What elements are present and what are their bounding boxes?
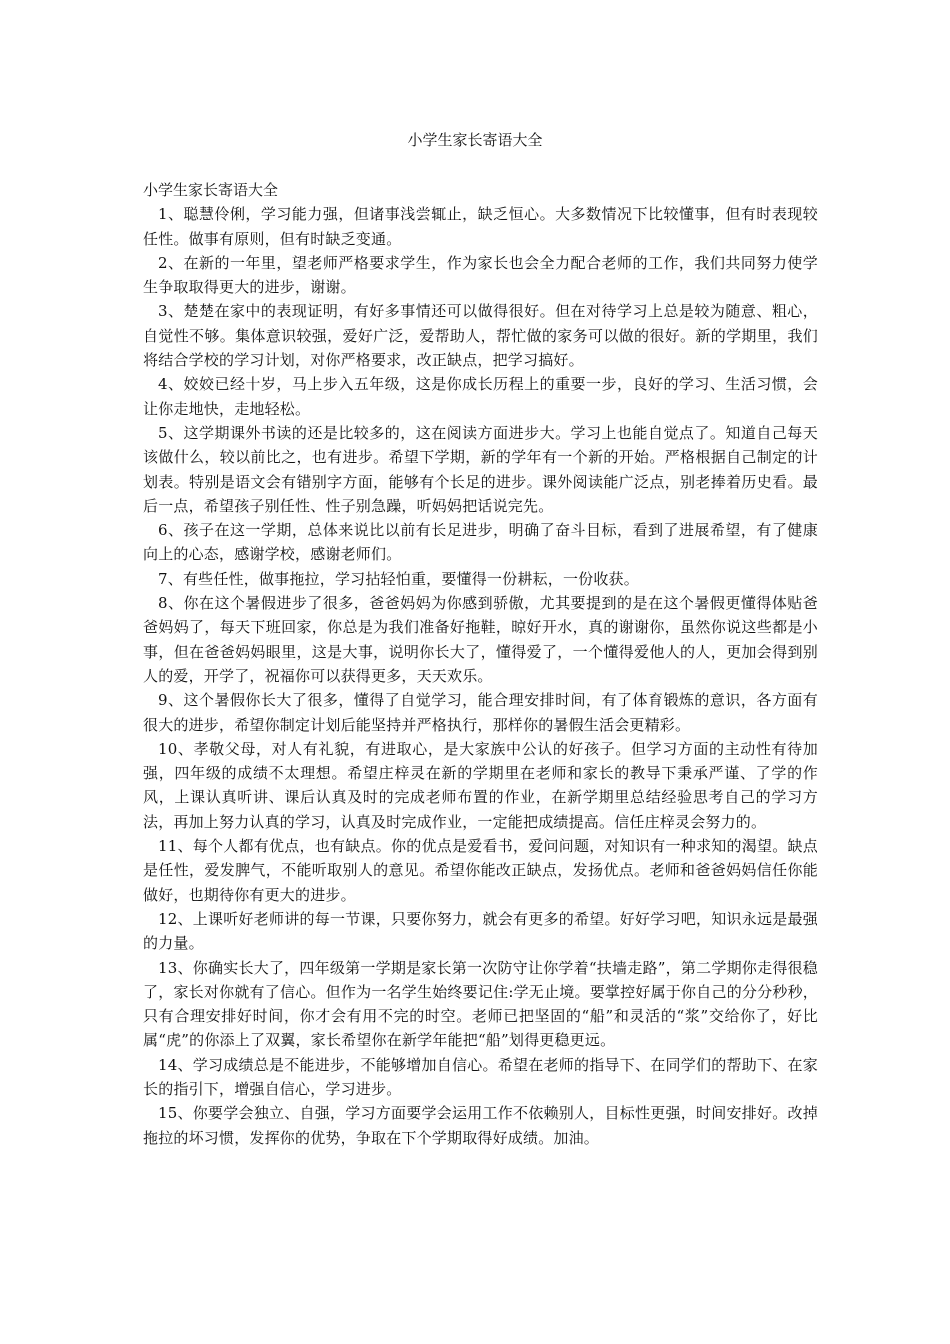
paragraph-12: 12、上课听好老师讲的每一节课，只要你努力，就会有更多的希望。好好学习吧，知识永远是最强的力量。 bbox=[143, 909, 818, 953]
paragraph-4: 4、姣姣已经十岁，马上步入五年级，这是你成长历程上的重要一步，良好的学习、生活习惯，会让你走地快，走地轻松。 bbox=[143, 375, 818, 418]
paragraph-15: 15、你要学会独立、自强，学习方面要学会运用工作不依赖别人，目标性更强，时间安排好。改掉拖拉的坏习惯，发挥你的优势，争取在下个学期取得好成绩。加油。 bbox=[143, 1104, 818, 1147]
document-body bbox=[143, 178, 818, 1150]
document-title: 小学生家长寄语大全 bbox=[407, 131, 543, 149]
document-subtitle: 小学生家长寄语大全 bbox=[143, 181, 279, 199]
paragraph-10: 10、孝敬父母，对人有礼貌，有进取心，是大家族中公认的好孩子。但学习方面的主动性有待加强，四年级的成绩不太理想。希望庄梓灵在新的学期里在老师和家长的教导下秉承严谨、了学的作风，上课认真听讲、课后认真及时的完成老师布置的作业，在新学期里总结经验思考自己的学习方法，再加上努力认真的学习，认真及时完成作业，一定能把成绩提高。信任庄梓灵会努力的。 bbox=[143, 739, 818, 831]
paragraph-14: 14、学习成绩总是不能进步，不能够增加自信心。希望在老师的指导下、在同学们的帮助下、在家长的指引下，增强自信心，学习进步。 bbox=[143, 1055, 818, 1098]
paragraph-8: 8、你在这个暑假进步了很多，爸爸妈妈为你感到骄傲，尤其要提到的是在这个暑假更懂得体贴爸爸妈妈了，每天下班回家，你总是为我们准备好拖鞋，晾好开水，真的谢谢你，虽然你说这些都是小事，但在爸爸妈妈眼里，这是大事，说明你长大了，懂得爱了，一个懂得爱他人的人，更加会得到别人的爱，开学了，祝福你可以获得更多，天天欢乐。 bbox=[143, 594, 818, 685]
paragraph-9: 9、这个暑假你长大了很多，懂得了自觉学习，能合理安排时间，有了体育锻炼的意识，各方面有很大的进步，希望你制定计划后能坚持并严格执行，那样你的暑假生活会更精彩。 bbox=[143, 691, 818, 734]
paragraph-13: 13、你确实长大了，四年级第一学期是家长第一次防守让你学着“扶墙走路”，第二学期你走得很稳了，家长对你就有了信心。但作为一名学生始终要记住:学无止境。要掌控好属于你自己的分分秒秒，只有合理安排好时间，你才会有用不完的时空。老师已把坚固的“船”和灵活的“浆”交给你了，好比属“虎”的你添上了双翼，家长希望你在新学年能把“船”划得更稳更远。 bbox=[143, 958, 818, 1050]
paragraph-6: 6、孩子在这一学期，总体来说比以前有长足进步，明确了奋斗目标，看到了进展希望，有了健康向上的心态，感谢学校，感谢老师们。 bbox=[143, 521, 818, 564]
paragraph-1: 1、聪慧伶俐，学习能力强，但诸事浅尝辄止，缺乏恒心。大多数情况下比较懂事，但有时表现较任性。做事有原则，但有时缺乏变通。 bbox=[143, 205, 818, 248]
paragraph-5: 5、这学期课外书读的还是比较多的，这在阅读方面进步大。学习上也能自觉点了。知道自己每天该做什么，较以前比之，也有进步。希望下学期，新的学年有一个新的开始。严格根据自己制定的计划表。特别是语文会有错别字方面，能够有个长足的进步。课外阅读能广泛点，别老捧着历史看。最后一点，希望孩子别任性、性子别急躁，听妈妈把话说完先。 bbox=[143, 423, 818, 515]
paragraph-2: 2、在新的一年里，望老师严格要求学生，作为家长也会全力配合老师的工作，我们共同努力使学生争取取得更大的进步，谢谢。 bbox=[143, 253, 818, 297]
paragraph-7: 7、有些任性，做事拖拉，学习拈轻怕重，要懂得一份耕耘，一份收获。 bbox=[158, 569, 639, 588]
paragraph-11: 11、每个人都有优点，也有缺点。你的优点是爱看书，爱问问题，对知识有一种求知的渴望。缺点是任性，爱发脾气，不能听取别人的意见。希望你能改正缺点，发扬优点。老师和爸爸妈妈信任你能做好，也期待你有更大的进步。 bbox=[143, 837, 818, 904]
paragraph-3: 3、楚楚在家中的表现证明，有好多事情还可以做得很好。但在对待学习上总是较为随意、粗心，自觉性不够。集体意识较强，爱好广泛，爱帮助人，帮忙做的家务可以做的很好。新的学期里，我们将结合学校的学习计划，对你严格要求，改正缺点，把学习搞好。 bbox=[143, 302, 818, 370]
